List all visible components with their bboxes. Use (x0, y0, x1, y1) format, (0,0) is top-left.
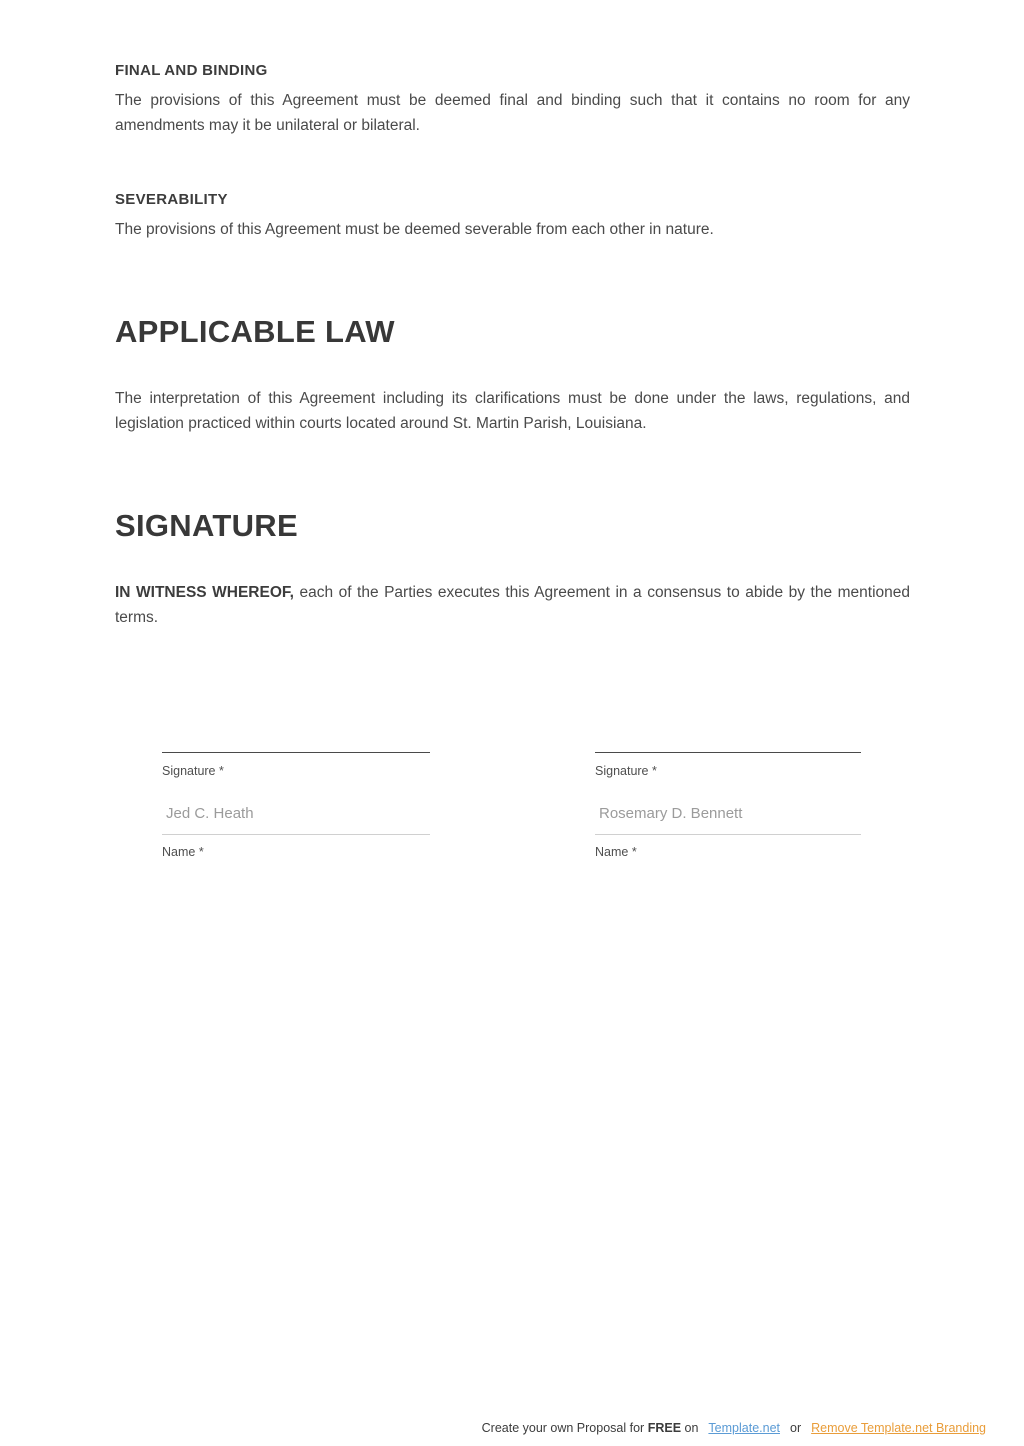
name-label: Name * (162, 845, 204, 859)
signature-blocks (162, 752, 861, 859)
name-input[interactable] (595, 805, 861, 835)
name-value: Rosemary D. Bennett (599, 805, 743, 822)
section-final-and-binding (115, 62, 910, 138)
signature-title: SIGNATURE (115, 508, 298, 543)
section-body: The provisions of this Agreement must be deemed final and binding such that it contains no room for any amendments may it be unilateral or bilateral. (115, 92, 910, 134)
template-net-link[interactable]: Template.net (708, 1421, 780, 1435)
signature-label: Signature * (162, 764, 224, 778)
footer-free-bold: FREE (647, 1421, 682, 1435)
section-body: The provisions of this Agreement must be deemed severable from each other in nature. (115, 221, 714, 238)
signature-lead-rest: each of the Parties executes this Agreement in a consensus to abide by the mentioned terms. (115, 584, 910, 626)
footer-or: or (790, 1421, 802, 1435)
name-input[interactable] (162, 805, 430, 835)
remove-branding-link[interactable]: Remove Template.net Branding (811, 1421, 986, 1435)
signature-line[interactable] (162, 752, 430, 753)
section-heading: FINAL AND BINDING (115, 62, 268, 79)
signature-line[interactable] (595, 752, 861, 753)
section-severability (115, 191, 910, 242)
applicable-law-title: APPLICABLE LAW (115, 314, 395, 349)
signature-lead-bold: IN WITNESS WHEREOF, (115, 584, 294, 601)
applicable-law-body: The interpretation of this Agreement including its clarifications must be done under the laws, regulations, and legislation practiced within courts located around St. Martin Parish, Louisiana. (115, 390, 910, 432)
signature-lead (115, 580, 910, 630)
name-value: Jed C. Heath (166, 805, 254, 822)
section-heading: SEVERABILITY (115, 191, 228, 208)
signature-label: Signature * (595, 764, 657, 778)
footer (482, 1421, 986, 1435)
footer-text: Create your own Proposal for FREE on (481, 1421, 699, 1435)
name-label: Name * (595, 845, 637, 859)
signature-block-right (595, 752, 861, 859)
signature-block-left (162, 752, 430, 859)
